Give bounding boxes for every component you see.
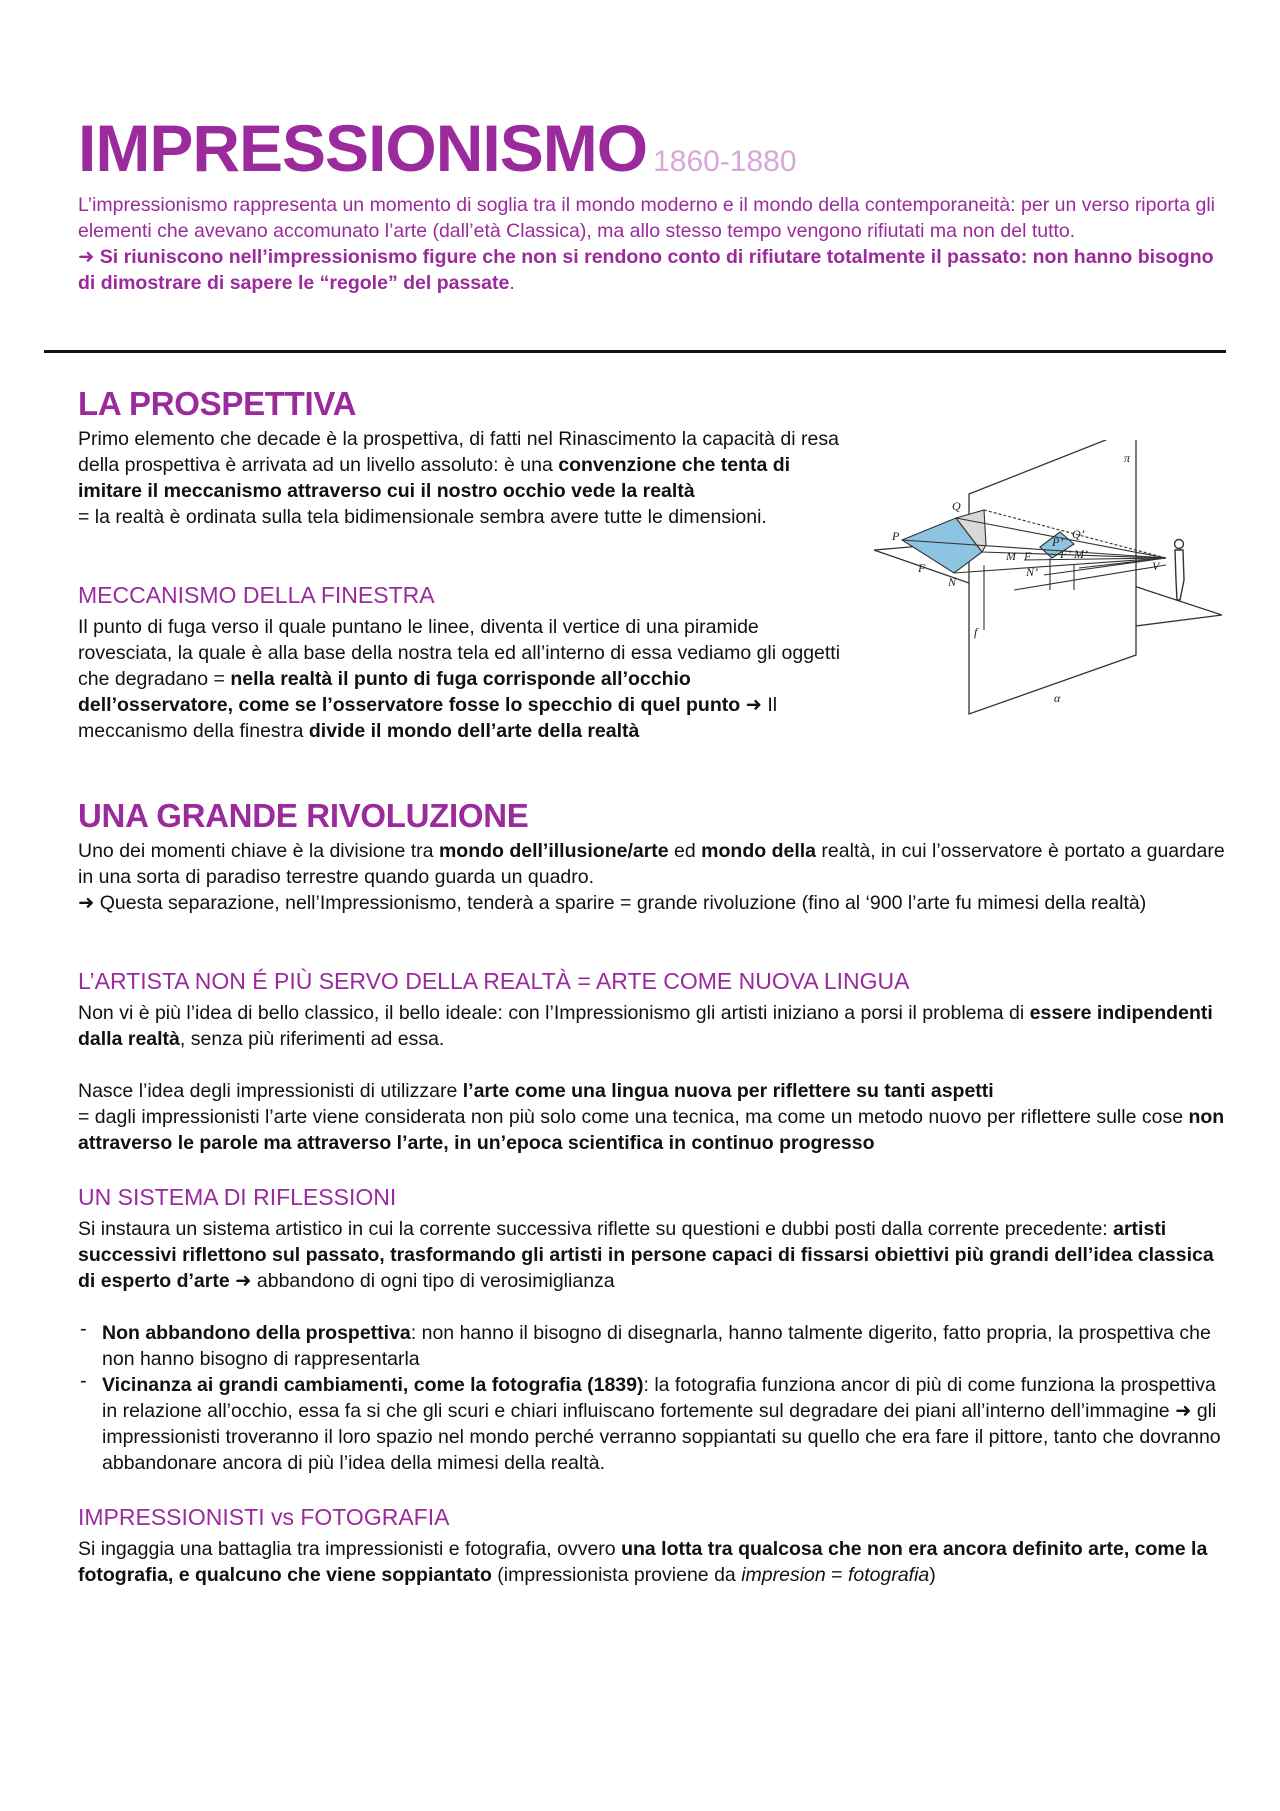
sistema-bold-b: artisti successivi riflettono sul passato, trasformando gli artisti in persone capaci di fissarsi obiettivi più grandi dell’idea classica di esperto d’arte bbox=[78, 1218, 1214, 1292]
picture-plane bbox=[969, 440, 1136, 714]
finestra-text-a: Il punto di fuga verso il quale puntano le linee, diventa il vertice di una piramide rovesciata, la quale è alla base della nostra tela ed all’interno di essa vediamo gli oggetti che degradano = bbox=[78, 616, 841, 690]
artista-bold: essere indipendenti dalla realtà bbox=[78, 1002, 1213, 1050]
artista-paragraph-1 bbox=[78, 1000, 1228, 1052]
bullet1-text: : non hanno il bisogno di disegnarla, hanno talmente digerito, fatto propria, la prospettiva che non hanno bisogno di rappresentarla bbox=[102, 1322, 1211, 1370]
label-pi: π bbox=[1124, 451, 1131, 465]
intro-conclusion bbox=[78, 244, 1218, 296]
rivoluzione-text-f: Questa separazione, nell’Impressionismo, tenderà a sparire = grande rivoluzione (fino al ‘900 l’arte fu mimesi della realtà) bbox=[94, 892, 1147, 914]
fotografia-text-a: Si ingaggia una battaglia tra impressionisti e fotografia, ovvero bbox=[78, 1538, 622, 1560]
arrow-icon: ➜ bbox=[78, 246, 95, 268]
label-f-mid: F bbox=[1024, 549, 1032, 563]
prospettiva-equals-line: = la realtà è ordinata sulla tela bidimensionale sembra avere tutte le dimensioni. bbox=[78, 506, 767, 528]
artista-paragraph-3 bbox=[78, 1104, 1228, 1156]
sistema-bullet-list bbox=[78, 1320, 1228, 1476]
intro-end: . bbox=[509, 272, 515, 294]
intro-section bbox=[78, 192, 1218, 296]
perspective-window-diagram bbox=[874, 440, 1222, 716]
label-p-prime: P’ bbox=[1052, 535, 1064, 549]
sistema-paragraph bbox=[78, 1216, 1228, 1294]
list-item bbox=[78, 1320, 1228, 1372]
artista-text: Non vi è più l’idea di bello classico, il bello ideale: con l’Impressionismo gli artisti iniziano a porsi il problema di bbox=[78, 1002, 1030, 1024]
intro-paragraph: L’impressionismo rappresenta un momento di soglia tra il mondo moderno e il mondo della contemporaneità: per un verso riporta gli elementi che avevano accomunato l’arte (dall’età Classica), ma allo stesso tempo vengono rifiutati ma non del tutto. bbox=[78, 194, 1216, 242]
rivoluzione-bold-b: mondo dell’illusione/arte bbox=[438, 840, 669, 862]
arrow-icon: ➜ bbox=[1175, 1400, 1192, 1422]
rivoluzione-text-a: Uno dei momenti chiave è la divisione tra bbox=[78, 840, 439, 862]
artista-paragraph-2 bbox=[78, 1078, 1228, 1104]
page-title: IMPRESSIONISMO bbox=[78, 111, 648, 185]
list-item bbox=[78, 1372, 1228, 1476]
rivoluzione-paragraph bbox=[78, 838, 1228, 890]
section-finestra bbox=[78, 580, 848, 744]
fotografia-italic-d: impresion bbox=[741, 1564, 826, 1586]
heading-finestra: MECCANISMO DELLA FINESTRA bbox=[78, 582, 435, 608]
label-alpha: α bbox=[1054, 691, 1061, 705]
section-prospettiva bbox=[78, 384, 858, 530]
artista-p2-text: Nasce l’idea degli impressionisti di utilizzare bbox=[78, 1080, 463, 1102]
finestra-text-c: Il meccanismo della finestra bbox=[78, 694, 778, 742]
arrow-icon: ➜ bbox=[235, 1270, 252, 1292]
fotografia-bold-b: una lotta tra qualcosa che non era ancora definito arte, come la fotografia, e qualcuno che viene soppiantato bbox=[78, 1538, 1208, 1586]
title-years: 1860-1880 bbox=[653, 145, 797, 178]
label-n: N bbox=[948, 575, 957, 589]
artista-text-end: , senza più riferimenti ad essa. bbox=[179, 1028, 445, 1050]
section-sistema bbox=[78, 1182, 1228, 1476]
fotografia-text-c: (impressionista proviene da bbox=[491, 1564, 742, 1586]
bullet2-bold: Vicinanza ai grandi cambiamenti, come la fotografia (1839) bbox=[102, 1374, 644, 1396]
label-m-prime: M’ bbox=[1074, 547, 1088, 561]
section-divider bbox=[44, 350, 1226, 353]
section-fotografia bbox=[78, 1502, 1228, 1588]
label-m: M bbox=[1006, 549, 1016, 563]
title-row bbox=[78, 112, 797, 192]
section-rivoluzione bbox=[78, 796, 1228, 916]
fotografia-text-e: = bbox=[825, 1564, 848, 1586]
fotografia-text-g: ) bbox=[929, 1564, 936, 1586]
heading-rivoluzione: UNA GRANDE RIVOLUZIONE bbox=[78, 797, 529, 834]
rivoluzione-text-c: ed bbox=[668, 840, 702, 862]
artista-p3-bold: non attraverso le parole ma attraverso l’arte, in un’epoca scientifica in continuo progresso bbox=[78, 1106, 1225, 1154]
heading-sistema: UN SISTEMA DI RIFLESSIONI bbox=[78, 1184, 397, 1210]
prospettiva-paragraph bbox=[78, 426, 858, 504]
fotografia-paragraph bbox=[78, 1536, 1228, 1588]
label-n-prime: N’ bbox=[1026, 565, 1038, 579]
finestra-paragraph bbox=[78, 614, 848, 744]
rivoluzione-arrow-line bbox=[78, 890, 1228, 916]
label-q-prime: Q’ bbox=[1072, 527, 1085, 541]
heading-artista: L’ARTISTA NON É PIÙ SERVO DELLA REALTÀ = ARTE COME NUOVA LINGUA bbox=[78, 968, 910, 994]
section-artista bbox=[78, 966, 1228, 1156]
intro-bold: Si riuniscono nell’impressionismo figure che non si rendono conto di rifiutare totalmente il passato: non hanno bisogno di dimostrare di sapere le “regole” del passate bbox=[78, 246, 1214, 294]
label-f-left: F bbox=[918, 561, 926, 575]
artista-p2-bold: l’arte come una lingua nuova per riflettere su tanti aspetti bbox=[462, 1080, 994, 1102]
sistema-text-a: Si instaura un sistema artistico in cui la corrente successiva riflette su questioni e dubbi posti dalla corrente precedente: bbox=[78, 1218, 1114, 1240]
heading-prospettiva: LA PROSPETTIVA bbox=[78, 385, 357, 422]
artista-p3-text: = dagli impressionisti l’arte viene considerata non più solo come una tecnica, ma come un metodo nuovo per riflettere sulle cose bbox=[78, 1106, 1189, 1128]
bullet2-text-a: : la fotografia funziona ancor di più di come funziona la prospettiva in relazione all’occhio, essa fa si che gli scuri e chiari influiscano fortemente sul degradare dei piani all’interno dell’immagine bbox=[102, 1374, 1216, 1422]
arrow-icon: ➜ bbox=[78, 892, 95, 914]
label-f-small: f bbox=[974, 625, 978, 639]
fotografia-italic-f: fotografia bbox=[847, 1564, 930, 1586]
bullet2-text-b: gli impressionisti troveranno il loro spazio nel mondo perché verranno soppiantati su quello che era fare il pittore, tanto che dovranno abbandonare ancora di più l’idea della mimesi della realtà. bbox=[102, 1400, 1221, 1474]
arrow-icon: ➜ bbox=[745, 694, 762, 716]
label-p: P bbox=[892, 529, 900, 543]
prospettiva-bold: convenzione che tenta di imitare il meccanismo attraverso cui il nostro occhio vede la realtà bbox=[78, 454, 791, 502]
rivoluzione-text-e: realtà, in cui l’osservatore è portato a guardare in una sorta di paradiso terrestre quando guarda un quadro. bbox=[78, 840, 1225, 888]
finestra-bold-d: divide il mondo dell’arte della realtà bbox=[308, 720, 640, 742]
label-v: V bbox=[1152, 559, 1160, 573]
label-f-prime: F’ bbox=[1060, 547, 1072, 561]
label-q: Q bbox=[952, 499, 961, 513]
heading-fotografia: IMPRESSIONISTI vs FOTOGRAFIA bbox=[78, 1504, 450, 1530]
bullet1-bold: Non abbandono della prospettiva bbox=[102, 1322, 411, 1344]
prospettiva-text: Primo elemento che decade è la prospettiva, di fatti nel Rinascimento la capacità di resa della prospettiva è arrivata ad un livello assoluto: è una bbox=[78, 428, 839, 476]
rivoluzione-bold-d: mondo della bbox=[701, 840, 817, 862]
sistema-text-c: abbandono di ogni tipo di verosimiglianza bbox=[251, 1270, 615, 1292]
finestra-bold-b: nella realtà il punto di fuga corrisponde all’occhio dell’osservatore, come se l’osservatore fosse lo specchio di quel punto bbox=[78, 668, 746, 716]
observer-figure bbox=[1175, 540, 1185, 601]
